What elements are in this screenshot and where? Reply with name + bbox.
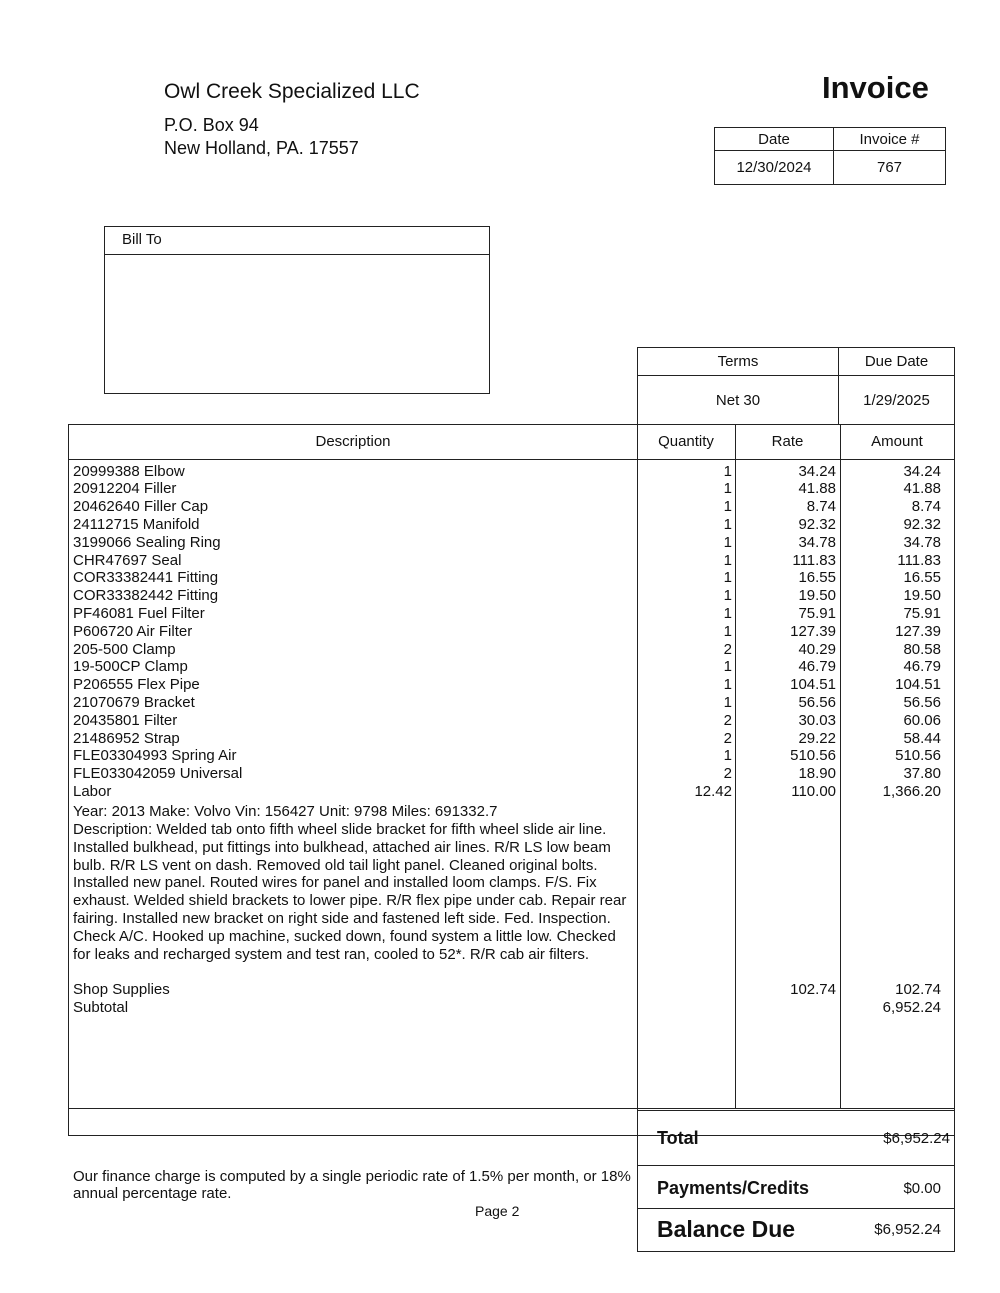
shop-supplies-row [69,981,954,999]
item-amount: 1,366.20 [882,782,941,800]
column-header-description: Description [315,433,391,450]
item-description: COR33382442 Fitting [73,587,219,605]
due-date-value: 1/29/2025 [839,376,955,425]
item-description: 21486952 Strap [73,729,180,747]
payments-credits-value: $0.00 [903,1180,941,1197]
item-rate: 46.79 [798,658,836,676]
line-items-table [68,424,955,1136]
item-quantity: 1 [723,462,732,480]
item-quantity: 1 [723,622,732,640]
item-rate: 56.56 [798,693,836,711]
labor-description: Description: Welded tab onto fifth wheel slide bracket for fifth wheel slide air line. Installed bulkhead, put fittings into bulkhead, attached air lines. R/R LS low beam bulb. R/R LS vent on dash. Removed old tail light panel. Cleaned original bolts. Installed new panel. Routed wires for panel and installed loom clamps. F/S. Fix exhaust. Welded shield brackets to lower pipe. R/R flex pipe under cab. Repair rear fairing. Installed new bracket on right side and fastened left side. Fed. Inspection. Check A/C. Hooked up machine, sucked down, found system a little low. Checked for leaks and recharged system and test ran, cooled to 52*. R/R cab air filters. [73,821,627,963]
labor-vehicle-info: Year: 2013 Make: Volvo Vin: 156427 Unit: 9798 Miles: 691332.7 [73,803,498,820]
shop-supplies-rate: 102.74 [790,981,836,998]
item-quantity: 1 [723,604,732,622]
finance-charge-note: Our finance charge is computed by a single periodic rate of 1.5% per month, or 18% annual percentage rate. [73,1168,631,1202]
item-description: 24112715 Manifold [73,515,200,533]
item-amount: 8.74 [911,498,941,516]
item-description: 20462640 Filler Cap [73,498,209,516]
shop-supplies-label: Shop Supplies [73,981,170,998]
item-description: CHR47697 Seal [73,551,182,569]
item-rate: 41.88 [798,480,836,498]
item-amount: 75.91 [903,604,941,622]
item-rate: 127.39 [790,622,836,640]
subtotal-amount: 6,952.24 [882,999,941,1016]
item-description: FLE03304993 Spring Air [73,747,237,765]
company-address-line2: New Holland, PA. 17557 [164,138,359,158]
table-row [69,765,954,783]
item-rate: 19.50 [798,587,836,605]
date-label: Date [715,128,834,151]
shop-supplies-amount: 102.74 [895,981,941,998]
item-amount: 111.83 [897,551,941,569]
item-rate: 92.32 [798,515,836,533]
total-label: Total [657,1128,699,1148]
item-quantity: 1 [723,676,732,694]
item-quantity: 1 [723,551,732,569]
terms-box [637,347,955,425]
item-rate: 34.24 [798,462,836,480]
item-description: 20435801 Filter [73,711,178,729]
terms-value: Net 30 [638,376,839,425]
item-rate: 40.29 [798,640,836,658]
invoice-number: 767 [834,151,946,185]
item-quantity: 1 [723,587,732,605]
item-amount: 127.39 [895,622,941,640]
invoice-number-label: Invoice # [834,128,946,151]
item-rate: 111.83 [792,551,836,569]
item-rate: 510.56 [790,747,836,765]
table-row [69,463,954,481]
page-number: Page 2 [475,1203,520,1219]
item-quantity: 2 [723,640,732,658]
item-quantity: 2 [723,765,732,783]
item-rate: 110.00 [791,782,836,800]
item-quantity: 1 [723,533,732,551]
item-rate: 16.55 [798,569,836,587]
item-amount: 60.06 [903,711,941,729]
item-amount: 80.58 [903,640,941,658]
payments-credits-label: Payments/Credits [657,1178,810,1198]
table-row [69,747,954,765]
item-amount: 37.80 [903,765,941,783]
item-rate: 34.78 [798,533,836,551]
item-description: COR33382441 Fitting [73,569,219,587]
item-description: 21070679 Bracket [73,693,195,711]
item-description: 20912204 Filler [73,480,177,498]
item-quantity: 1 [723,747,732,765]
item-description: 20999388 Elbow [73,462,185,480]
table-row [69,534,954,552]
total-value: $6,952.24 [883,1130,950,1147]
item-amount: 510.56 [895,747,941,765]
column-header-quantity: Quantity [658,433,714,450]
company-name: Owl Creek Specialized LLC [164,80,420,103]
table-row [69,498,954,516]
item-amount: 34.78 [903,533,941,551]
table-row [69,480,954,498]
table-row [69,623,954,641]
item-quantity: 2 [723,729,732,747]
item-amount: 58.44 [903,729,941,747]
item-amount: 34.24 [903,462,941,480]
item-description: Labor [73,782,112,800]
due-date-label: Due Date [839,348,955,376]
document-title: Invoice [822,70,929,105]
item-description: P606720 Air Filter [73,622,193,640]
item-quantity: 1 [723,693,732,711]
table-row [69,783,954,801]
item-amount: 104.51 [895,676,941,694]
table-row [69,605,954,623]
bill-to-label: Bill To [105,227,489,255]
item-quantity: 1 [723,515,732,533]
subtotal-row [69,999,954,1017]
balance-due-value: $6,952.24 [874,1221,941,1238]
item-rate: 18.90 [798,765,836,783]
item-rate: 104.51 [790,676,836,694]
item-amount: 46.79 [903,658,941,676]
item-rate: 75.91 [798,604,836,622]
subtotal-label: Subtotal [73,999,129,1016]
item-amount: 92.32 [903,515,941,533]
table-row [69,569,954,587]
item-rate: 29.22 [798,729,836,747]
column-header-rate: Rate [771,433,804,450]
terms-label: Terms [638,348,839,376]
table-row [69,730,954,748]
item-quantity: 2 [723,711,732,729]
table-row [69,587,954,605]
item-description: PF46081 Fuel Filter [73,604,205,622]
table-row [69,694,954,712]
item-description: FLE033042059 Universal [73,765,243,783]
item-quantity: 1 [723,569,732,587]
item-description: 3199066 Sealing Ring [73,533,221,551]
item-description: 19-500CP Clamp [73,658,188,676]
table-row [69,658,954,676]
item-quantity: 1 [723,498,732,516]
table-row [69,676,954,694]
bill-to-box [104,226,490,394]
company-address-line1: P.O. Box 94 [164,115,259,135]
table-row [69,641,954,659]
totals-box [637,1110,955,1252]
table-row [69,712,954,730]
item-quantity: 1 [723,658,732,676]
item-amount: 19.50 [903,587,941,605]
item-rate: 30.03 [798,711,836,729]
item-amount: 56.56 [903,693,941,711]
item-rate: 8.74 [806,498,836,516]
item-amount: 41.88 [903,480,941,498]
item-description: P206555 Flex Pipe [73,676,200,694]
table-row [69,516,954,534]
item-quantity: 12.42 [694,782,732,800]
invoice-date: 12/30/2024 [715,151,834,185]
table-row [69,552,954,570]
item-quantity: 1 [723,480,732,498]
column-header-amount: Amount [871,433,923,450]
item-description: 205-500 Clamp [73,640,176,658]
item-amount: 16.55 [903,569,941,587]
balance-due-label: Balance Due [657,1216,796,1242]
date-invoice-box [714,127,946,185]
